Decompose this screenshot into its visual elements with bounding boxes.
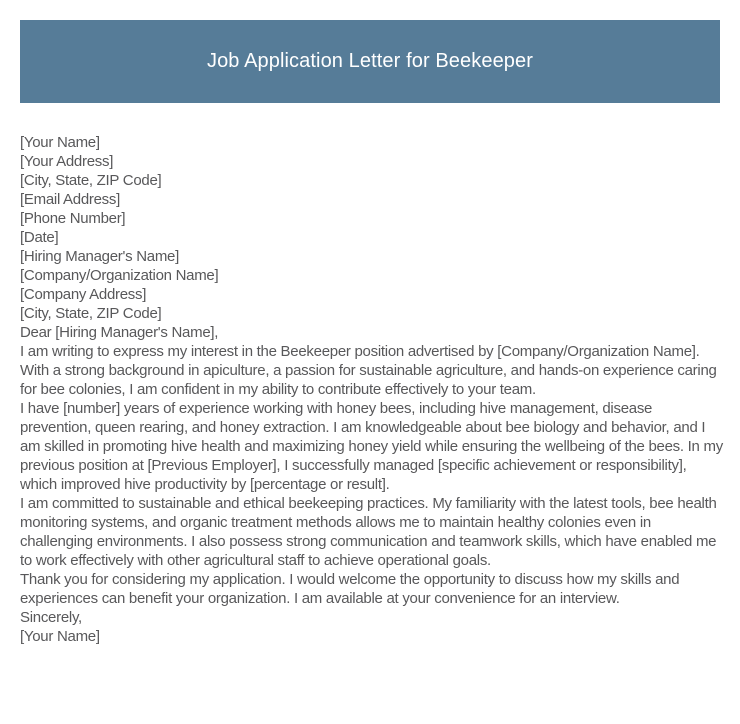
signoff-line: Sincerely, (20, 609, 82, 626)
letter-body (20, 133, 724, 646)
company-city-state-zip-placeholder: [City, State, ZIP Code] (20, 305, 162, 322)
sender-name-placeholder: [Your Name] (20, 134, 100, 151)
phone-number-placeholder: [Phone Number] (20, 210, 126, 227)
signature-name-placeholder: [Your Name] (20, 628, 100, 645)
date-placeholder: [Date] (20, 229, 59, 246)
paragraph-introduction: I am writing to express my interest in the Beekeeper position advertised by [Company/Organization Name]. With a strong background in apiculture, a passion for sustainable agriculture, and hands-on experience caring for bee colonies, I am confident in my ability to contribute effectively to your team. (20, 343, 717, 398)
email-address-placeholder: [Email Address] (20, 191, 121, 208)
company-address-placeholder: [Company Address] (20, 286, 147, 303)
sender-address-placeholder: [Your Address] (20, 153, 114, 170)
paragraph-closing-thanks: Thank you for considering my application. I would welcome the opportunity to discuss how my skills and experiences can benefit your organization. I am available at your convenience for an interview. (20, 571, 680, 607)
document-header-banner (20, 20, 720, 103)
page-title: Job Application Letter for Beekeeper (206, 50, 534, 72)
paragraph-commitment: I am committed to sustainable and ethical beekeeping practices. My familiarity with the latest tools, bee health monitoring systems, and organic treatment methods allows me to maintain healthy colonies even in challenging environments. I also possess strong communication and teamwork skills, which have enabled me to work effectively with other agricultural staff to achieve operational goals. (20, 495, 717, 569)
salutation-line: Dear [Hiring Manager's Name], (20, 324, 219, 341)
sender-city-state-zip-placeholder: [City, State, ZIP Code] (20, 172, 162, 189)
company-name-placeholder: [Company/Organization Name] (20, 267, 219, 284)
hiring-manager-name-placeholder: [Hiring Manager's Name] (20, 248, 179, 265)
paragraph-experience: I have [number] years of experience working with honey bees, including hive management, disease prevention, queen rearing, and honey extraction. I am knowledgeable about bee biology and behavior, and I am skilled in promoting hive health and maximizing honey yield while ensuring the wellbeing of the bees. In my previous position at [Previous Employer], I successfully managed [specific achievement or responsibility], which improved hive productivity by [percentage or result]. (20, 400, 723, 493)
